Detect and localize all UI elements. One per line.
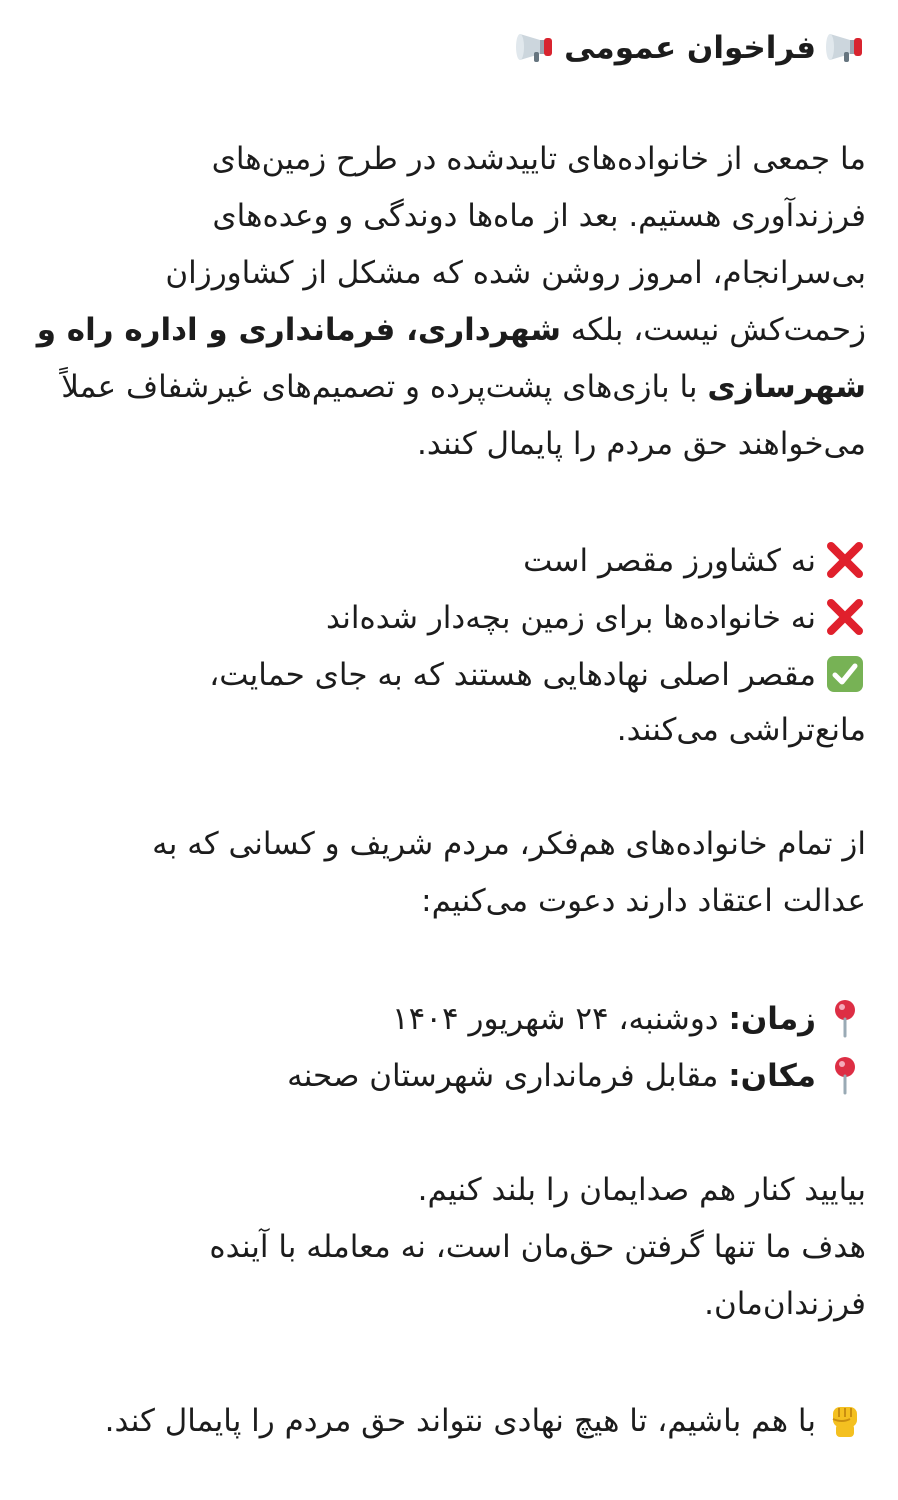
point-check-text: مقصر اصلی نهادهایی هستند که به جای حمایت،	[209, 657, 816, 693]
point-cross-2-text: نه خانواده‌ها برای زمین بچه‌دار شده‌اند	[325, 600, 816, 636]
event-place-label: مکان:	[728, 1058, 816, 1094]
paragraph1-line-5	[24, 367, 866, 407]
paragraph1-line-4	[24, 310, 866, 350]
closing-line-3: فرزندان‌مان.	[704, 1286, 866, 1322]
raised-fist-icon	[824, 1399, 866, 1439]
page-title: فراخوان عمومی	[564, 30, 816, 66]
paragraph1-line-5-bold: شهرسازی	[707, 369, 866, 405]
paragraph1-line-4-bold: شهرداری، فرمانداری و اداره راه و	[36, 312, 561, 348]
event-place	[24, 1054, 866, 1096]
check-mark-icon	[824, 653, 866, 693]
cross-mark-icon	[824, 596, 866, 636]
final-line	[24, 1399, 866, 1441]
point-check	[24, 653, 866, 695]
pushpin-icon	[824, 997, 866, 1037]
event-time-value: دوشنبه، ۲۴ شهریور ۱۴۰۴	[392, 1001, 729, 1037]
event-place-value: مقابل فرمانداری شهرستان صحنه	[287, 1058, 729, 1094]
invite-line-1: از تمام خانواده‌های هم‌فکر، مردم شریف و کسانی که به	[152, 826, 866, 862]
paragraph1-line-1: ما جمعی از خانواده‌های تاییدشده در طرح زمین‌های	[211, 141, 866, 177]
invite-line-2: عدالت اعتقاد دارند دعوت می‌کنیم:	[421, 883, 866, 919]
paragraph1-line-4-text: زحمت‌کش نیست، بلکه	[560, 312, 866, 348]
megaphone-icon	[824, 26, 866, 66]
closing-line-2: هدف ما تنها گرفتن حق‌مان است، نه معامله با آینده	[209, 1229, 866, 1265]
pushpin-icon	[824, 1054, 866, 1094]
cross-mark-icon	[824, 539, 866, 579]
title-line	[24, 26, 866, 68]
point-cross-2	[24, 596, 866, 638]
paragraph1-line-5-text: با بازی‌های پشت‌پرده و تصمیم‌های غیرشفاف عملاً	[61, 369, 708, 405]
point-cross-1-text: نه کشاورز مقصر است	[523, 543, 816, 579]
paragraph1-line-2: فرزندآوری هستیم. بعد از ماه‌ها دوندگی و وعده‌های	[212, 198, 866, 234]
event-time-label: زمان:	[728, 1001, 816, 1037]
closing-line-1: بیایید کنار هم صدایمان را بلند کنیم.	[417, 1172, 866, 1208]
megaphone-icon	[514, 26, 556, 66]
event-time	[24, 997, 866, 1039]
final-line-text: با هم باشیم، تا هیچ نهادی نتواند حق مردم را پایمال کند.	[104, 1403, 816, 1439]
point-check-continued: مانع‌تراشی می‌کنند.	[616, 712, 866, 748]
paragraph1-line-3: بی‌سرانجام، امروز روشن شده که مشکل از کشاورزان	[165, 255, 866, 291]
paragraph1-line-6: می‌خواهند حق مردم را پایمال کنند.	[417, 426, 866, 462]
point-cross-1	[24, 539, 866, 581]
